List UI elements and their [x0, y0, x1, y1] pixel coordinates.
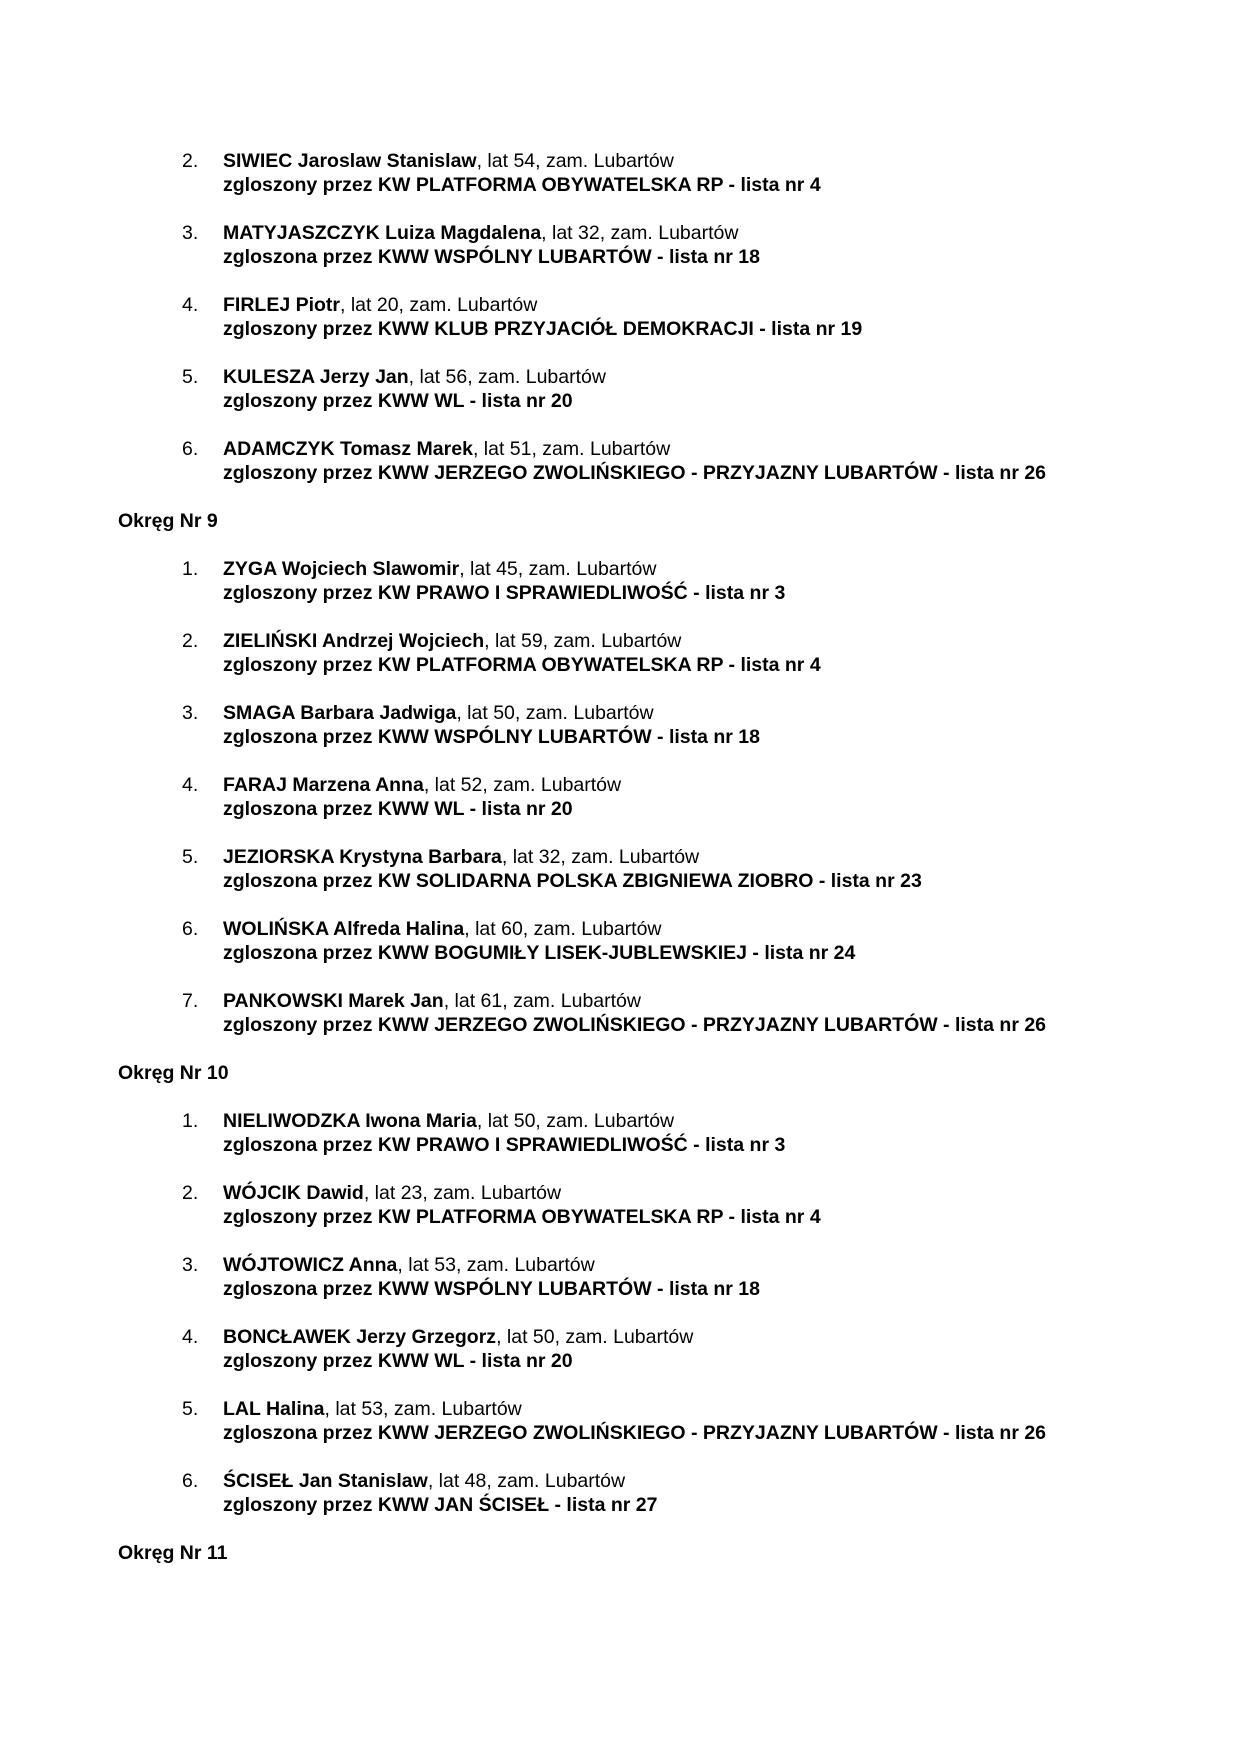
candidate-details: , lat 50, zam. Lubartów [456, 702, 654, 724]
candidate-info-line [223, 845, 1240, 869]
candidate-details: , lat 32, zam. Lubartów [541, 222, 739, 244]
candidate-nominator: zgloszona przez KW SOLIDARNA POLSKA ZBIGNIEWA ZIOBRO - lista nr 23 [223, 870, 922, 892]
candidate-number: 6. [182, 918, 199, 940]
candidate-entry [0, 365, 1240, 413]
candidate-number: 6. [182, 1470, 199, 1492]
candidate-nominator: zgloszony przez KW PLATFORMA OBYWATELSKA RP - lista nr 4 [223, 1206, 821, 1228]
candidate-list-page [0, 149, 1240, 1589]
candidate-info-line [223, 1253, 1240, 1277]
candidate-nominator: zgloszony przez KWW KLUB PRZYJACIÓŁ DEMOKRACJI - lista nr 19 [223, 318, 863, 340]
candidate-details: , lat 60, zam. Lubartów [464, 918, 662, 940]
candidate-number: 2. [182, 150, 199, 172]
candidate-info-line [223, 557, 1240, 581]
candidate-number: 4. [182, 774, 199, 796]
candidate-details: , lat 48, zam. Lubartów [427, 1470, 626, 1492]
candidate-details: , lat 54, zam. Lubartów [476, 150, 674, 172]
candidate-entry [0, 701, 1240, 749]
district-heading: Okręg Nr 9 [118, 510, 218, 532]
candidate-nominator: zgloszona przez KWW BOGUMIŁY LISEK-JUBLEWSKIEJ - lista nr 24 [223, 942, 856, 964]
candidate-number: 3. [182, 1254, 199, 1276]
candidate-name: FIRLEJ Piotr [223, 294, 341, 316]
district-heading: Okręg Nr 10 [118, 1062, 229, 1084]
candidate-number: 5. [182, 846, 199, 868]
candidate-info-line [223, 221, 1240, 245]
candidate-info-line [223, 437, 1240, 461]
candidate-nominator: zgloszony przez KW PLATFORMA OBYWATELSKA RP - lista nr 4 [223, 654, 821, 676]
candidate-name: ŚCISEŁ Jan Stanislaw [223, 1470, 428, 1492]
candidate-number: 7. [182, 990, 199, 1012]
candidate-name: FARAJ Marzena Anna [223, 774, 424, 796]
candidate-nominator: zgloszona przez KWW WSPÓLNY LUBARTÓW - lista nr 18 [223, 246, 760, 268]
candidate-nominator: zgloszona przez KWW WSPÓLNY LUBARTÓW - lista nr 18 [223, 726, 760, 748]
candidate-entry [0, 773, 1240, 821]
candidate-name: PANKOWSKI Marek Jan [223, 990, 444, 1012]
candidate-number: 6. [182, 438, 199, 460]
candidate-number: 2. [182, 630, 199, 652]
candidate-number: 4. [182, 294, 199, 316]
candidate-info-line [223, 293, 1240, 317]
candidate-details: , lat 53, zam. Lubartów [324, 1398, 522, 1420]
candidate-nominator: zgloszona przez KW PRAWO I SPRAWIEDLIWOŚĆ - lista nr 3 [223, 1134, 786, 1156]
candidate-entry [0, 221, 1240, 269]
candidate-info-line [223, 1109, 1240, 1133]
candidate-info-line [223, 989, 1240, 1013]
candidate-nominator: zgloszony przez KWW JERZEGO ZWOLIŃSKIEGO - PRZYJAZNY LUBARTÓW - lista nr 26 [223, 1014, 1047, 1036]
candidate-info-line [223, 1181, 1240, 1205]
candidate-info-line [223, 629, 1240, 653]
candidate-details: , lat 51, zam. Lubartów [472, 438, 671, 460]
candidate-number: 5. [182, 1398, 199, 1420]
candidate-name: WÓJTOWICZ Anna [223, 1254, 398, 1276]
candidate-info-line [223, 365, 1240, 389]
candidate-nominator: zgloszony przez KWW WL - lista nr 20 [223, 1350, 573, 1372]
candidate-entry [0, 149, 1240, 197]
candidate-name: KULESZA Jerzy Jan [223, 366, 409, 388]
candidate-nominator: zgloszony przez KWW JERZEGO ZWOLIŃSKIEGO - PRZYJAZNY LUBARTÓW - lista nr 26 [223, 462, 1047, 484]
district-heading: Okręg Nr 11 [118, 1542, 228, 1564]
candidate-details: , lat 59, zam. Lubartów [484, 630, 682, 652]
candidate-details: , lat 56, zam. Lubartów [408, 366, 606, 388]
candidate-details: , lat 50, zam. Lubartów [476, 1110, 675, 1132]
candidate-entry [0, 557, 1240, 605]
candidate-details: , lat 52, zam. Lubartów [423, 774, 622, 796]
candidate-info-line [223, 701, 1240, 725]
candidate-details: , lat 53, zam. Lubartów [397, 1254, 595, 1276]
candidate-number: 3. [182, 222, 199, 244]
candidate-entry [0, 1253, 1240, 1301]
candidate-entry [0, 293, 1240, 341]
candidate-details: , lat 45, zam. Lubartów [459, 558, 657, 580]
candidate-nominator: zgloszona przez KWW JERZEGO ZWOLIŃSKIEGO - PRZYJAZNY LUBARTÓW - lista nr 26 [223, 1422, 1047, 1444]
candidate-number: 1. [182, 558, 199, 580]
candidate-info-line [223, 1397, 1240, 1421]
candidate-details: , lat 61, zam. Lubartów [443, 990, 641, 1012]
candidate-details: , lat 20, zam. Lubartów [340, 294, 538, 316]
candidate-number: 4. [182, 1326, 199, 1348]
candidate-entry [0, 1325, 1240, 1373]
candidate-info-line [223, 1469, 1240, 1493]
candidate-entry [0, 1181, 1240, 1229]
candidate-nominator: zgloszony przez KWW WL - lista nr 20 [223, 390, 573, 412]
candidate-name: LAL Halina [223, 1398, 325, 1420]
candidate-name: WOLIŃSKA Alfreda Halina [223, 918, 465, 940]
candidate-name: ZIELIŃSKI Andrzej Wojciech [223, 630, 485, 652]
candidate-name: ADAMCZYK Tomasz Marek [223, 438, 473, 460]
candidate-nominator: zgloszony przez KW PRAWO I SPRAWIEDLIWOŚĆ - lista nr 3 [223, 582, 786, 604]
candidate-name: MATYJASZCZYK Luiza Magdalena [223, 222, 542, 244]
candidate-details: , lat 23, zam. Lubartów [363, 1182, 562, 1204]
candidate-details: , lat 50, zam. Lubartów [496, 1326, 694, 1348]
candidate-entry [0, 1397, 1240, 1445]
candidate-entry [0, 437, 1240, 485]
candidate-number: 2. [182, 1182, 199, 1204]
candidate-nominator: zgloszona przez KWW WSPÓLNY LUBARTÓW - lista nr 18 [223, 1278, 760, 1300]
candidate-name: BONCŁAWEK Jerzy Grzegorz [223, 1326, 497, 1348]
candidate-details: , lat 32, zam. Lubartów [501, 846, 700, 868]
candidate-nominator: zgloszony przez KW PLATFORMA OBYWATELSKA RP - lista nr 4 [223, 174, 821, 196]
candidate-info-line [223, 1325, 1240, 1349]
candidate-entry [0, 629, 1240, 677]
candidate-name: ZYGA Wojciech Slawomir [223, 558, 460, 580]
candidate-name: SIWIEC Jaroslaw Stanislaw [223, 150, 477, 172]
candidate-name: JEZIORSKA Krystyna Barbara [223, 846, 502, 868]
candidate-entry [0, 1109, 1240, 1157]
candidate-info-line [223, 773, 1240, 797]
candidate-number: 5. [182, 366, 199, 388]
candidate-entry [0, 917, 1240, 965]
candidate-number: 1. [182, 1110, 199, 1132]
candidate-name: WÓJCIK Dawid [223, 1182, 364, 1204]
candidate-info-line [223, 917, 1240, 941]
candidate-nominator: zgloszony przez KWW JAN ŚCISEŁ - lista nr 27 [223, 1494, 658, 1516]
candidate-entry [0, 989, 1240, 1037]
candidate-info-line [223, 149, 1240, 173]
candidate-entry [0, 1469, 1240, 1517]
candidate-number: 3. [182, 702, 199, 724]
candidate-nominator: zgloszona przez KWW WL - lista nr 20 [223, 798, 573, 820]
candidate-name: NIELIWODZKA Iwona Maria [223, 1110, 477, 1132]
candidate-name: SMAGA Barbara Jadwiga [223, 702, 457, 724]
candidate-entry [0, 845, 1240, 893]
